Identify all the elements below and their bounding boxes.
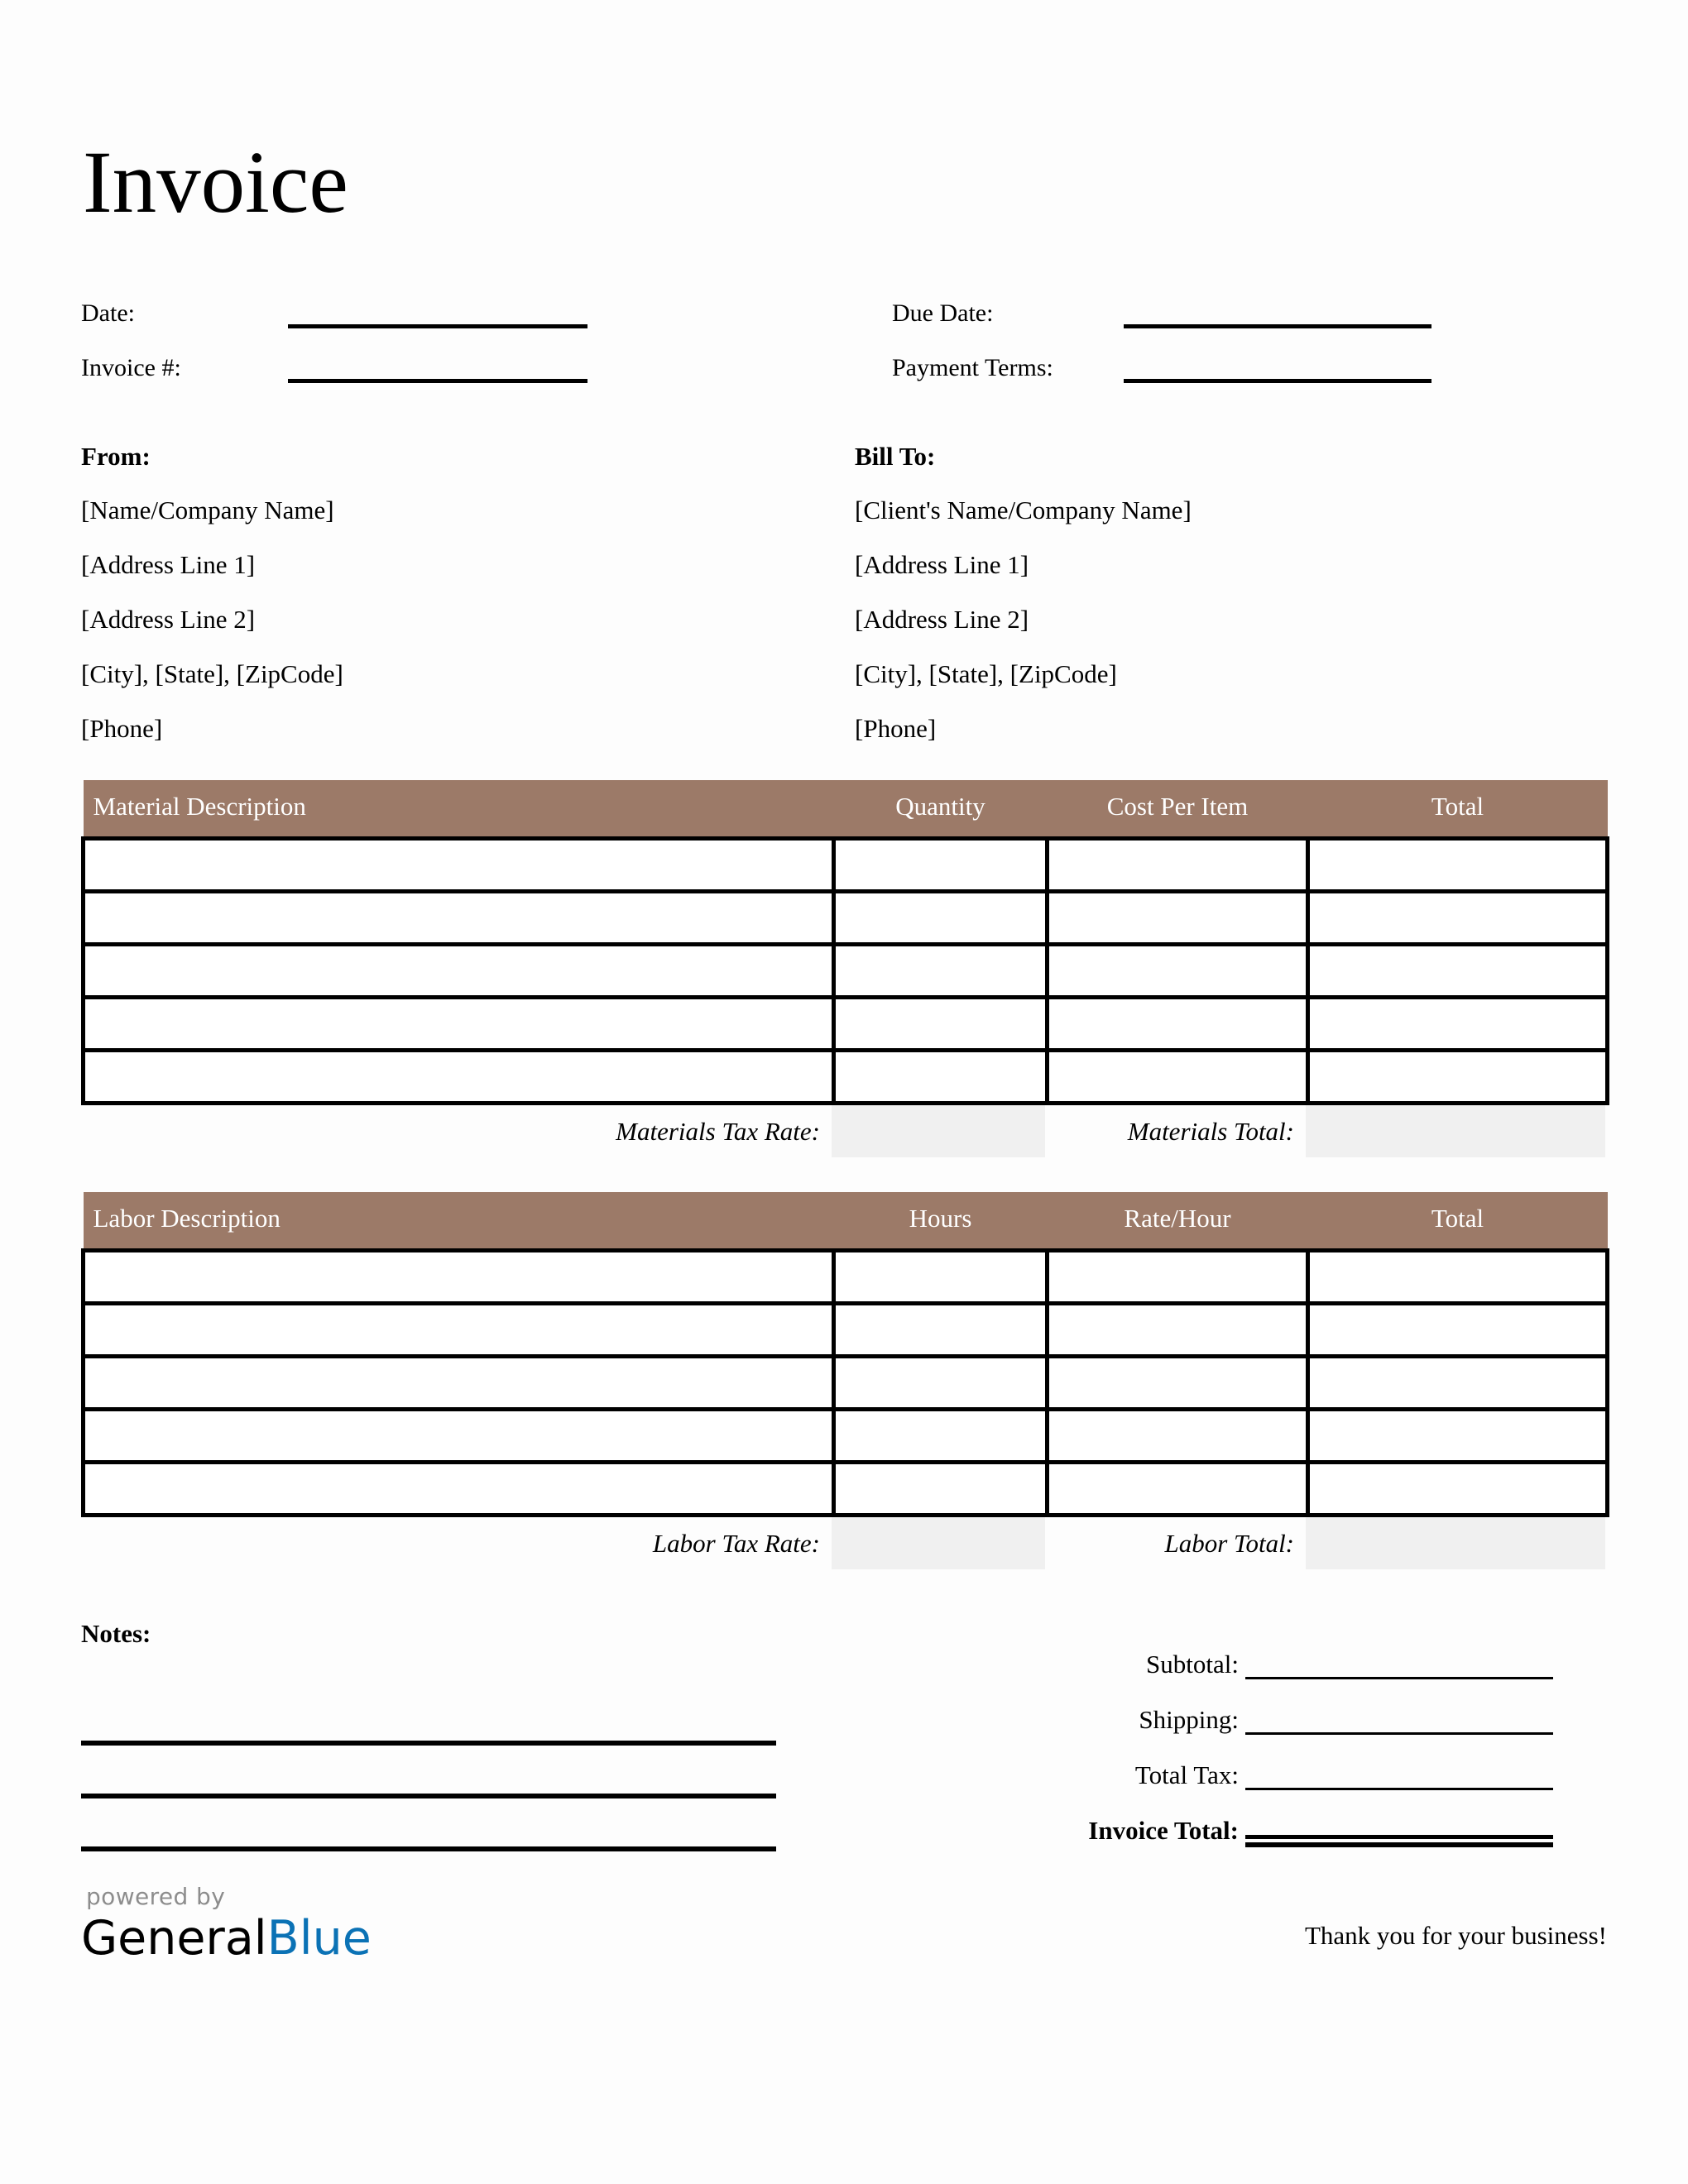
date-field-row	[81, 279, 844, 333]
materials-cell-total[interactable]	[1308, 998, 1608, 1051]
labor-cell-rate[interactable]	[1048, 1357, 1308, 1410]
labor-tax-rate-label: Labor Tax Rate:	[652, 1528, 820, 1558]
invoice-total-label: Invoice Total:	[1088, 1816, 1239, 1845]
table-row	[84, 1251, 1608, 1304]
labor-cell-rate[interactable]	[1048, 1251, 1308, 1304]
parties-section	[81, 439, 1607, 745]
invoice-total-input[interactable]	[1245, 1835, 1553, 1847]
page-footer	[81, 1883, 1607, 1964]
labor-cell-rate[interactable]	[1048, 1463, 1308, 1516]
materials-col-cost-per-item: Cost Per Item	[1048, 780, 1308, 839]
brand-word-general: General	[81, 1911, 267, 1966]
shipping-row	[836, 1684, 1607, 1740]
materials-table-head	[84, 780, 1608, 839]
payment-terms-input[interactable]	[1124, 379, 1431, 383]
labor-cell-description[interactable]	[84, 1410, 834, 1463]
bill-to-line-phone[interactable]: [Phone]	[855, 714, 937, 743]
subtotal-label: Subtotal:	[1146, 1650, 1239, 1679]
materials-cell-cost[interactable]	[1048, 892, 1308, 945]
labor-cell-hours[interactable]	[834, 1410, 1048, 1463]
labor-col-hours: Hours	[834, 1192, 1048, 1251]
meta-column-right	[844, 279, 1607, 388]
from-line-name[interactable]: [Name/Company Name]	[81, 496, 334, 524]
labor-cell-hours[interactable]	[834, 1463, 1048, 1516]
labor-cell-description[interactable]	[84, 1463, 834, 1516]
labor-header-row	[84, 1192, 1608, 1251]
from-line-address1[interactable]: [Address Line 1]	[81, 550, 256, 579]
meta-column-left	[81, 279, 844, 388]
payment-terms-field-row	[892, 333, 1607, 388]
labor-summary-row	[81, 1517, 1607, 1569]
from-line-city-state-zip[interactable]: [City], [State], [ZipCode]	[81, 659, 343, 688]
materials-cell-description[interactable]	[84, 998, 834, 1051]
from-block	[81, 439, 844, 745]
payment-terms-label: Payment Terms:	[892, 354, 1053, 381]
bill-to-line-name[interactable]: [Client's Name/Company Name]	[855, 496, 1192, 524]
labor-tax-rate-input[interactable]	[832, 1517, 1045, 1569]
labor-cell-hours[interactable]	[834, 1304, 1048, 1357]
labor-cell-hours[interactable]	[834, 1251, 1048, 1304]
invoice-total-row	[836, 1795, 1607, 1851]
labor-cell-total[interactable]	[1308, 1357, 1608, 1410]
shipping-label: Shipping:	[1139, 1705, 1239, 1734]
invoice-number-input[interactable]	[288, 379, 587, 383]
total-tax-row	[836, 1740, 1607, 1795]
materials-total-input[interactable]	[1306, 1105, 1605, 1157]
labor-cell-rate[interactable]	[1048, 1304, 1308, 1357]
table-row	[84, 839, 1608, 892]
brand-word-blue: Blue	[266, 1911, 372, 1966]
materials-col-description: Material Description	[84, 780, 834, 839]
table-row	[84, 892, 1608, 945]
bill-to-block	[844, 439, 1607, 745]
notes-line-3[interactable]	[81, 1798, 776, 1851]
materials-cell-total[interactable]	[1308, 839, 1608, 892]
materials-summary-spacer	[81, 1105, 532, 1157]
table-row	[84, 1357, 1608, 1410]
labor-summary-spacer	[81, 1517, 532, 1569]
materials-cell-total[interactable]	[1308, 945, 1608, 998]
labor-table	[81, 1192, 1609, 1517]
bill-to-title: Bill To:	[855, 442, 936, 471]
notes-title: Notes:	[81, 1619, 151, 1648]
page-title: Invoice	[83, 134, 348, 232]
due-date-field-row	[892, 279, 1607, 333]
labor-cell-description[interactable]	[84, 1304, 834, 1357]
notes-lines	[81, 1694, 836, 1851]
bill-to-line-address2[interactable]: [Address Line 2]	[855, 605, 1029, 634]
materials-cell-cost[interactable]	[1048, 998, 1308, 1051]
labor-cell-rate[interactable]	[1048, 1410, 1308, 1463]
materials-cell-cost[interactable]	[1048, 839, 1308, 892]
due-date-input[interactable]	[1124, 324, 1431, 328]
labor-cell-description[interactable]	[84, 1251, 834, 1304]
materials-total-label: Materials Total:	[1127, 1116, 1294, 1146]
from-line-address2[interactable]: [Address Line 2]	[81, 605, 256, 634]
totals-block	[836, 1617, 1607, 1851]
materials-cell-description[interactable]	[84, 1051, 834, 1104]
invoice-meta	[81, 279, 1607, 388]
materials-cell-description[interactable]	[84, 892, 834, 945]
bill-to-line-address1[interactable]: [Address Line 1]	[855, 550, 1029, 579]
from-title: From:	[81, 442, 151, 471]
materials-table	[81, 780, 1609, 1105]
invoice-number-label: Invoice #:	[81, 354, 181, 381]
generalblue-logo	[81, 1883, 836, 1964]
shipping-input[interactable]	[1245, 1732, 1553, 1735]
thank-you-message: Thank you for your business!	[1304, 1921, 1607, 1950]
bottom-section	[81, 1617, 1607, 1851]
date-input[interactable]	[288, 324, 587, 328]
labor-cell-total[interactable]	[1308, 1251, 1608, 1304]
labor-cell-description[interactable]	[84, 1357, 834, 1410]
from-line-phone[interactable]: [Phone]	[81, 714, 163, 743]
notes-block	[81, 1617, 836, 1851]
table-row	[84, 945, 1608, 998]
materials-cell-description[interactable]	[84, 839, 834, 892]
materials-cell-quantity[interactable]	[834, 1051, 1048, 1104]
brand-wordmark	[81, 1913, 836, 1964]
materials-col-quantity: Quantity	[834, 780, 1048, 839]
materials-header-row	[84, 780, 1608, 839]
table-row	[84, 1410, 1608, 1463]
notes-line-1[interactable]	[81, 1694, 776, 1746]
materials-tax-rate-label: Materials Tax Rate:	[616, 1116, 820, 1146]
labor-table-body	[84, 1251, 1608, 1516]
materials-cell-quantity[interactable]	[834, 998, 1048, 1051]
table-row	[84, 1463, 1608, 1516]
materials-cell-description[interactable]	[84, 945, 834, 998]
notes-line-2[interactable]	[81, 1746, 776, 1798]
invoice-number-field-row	[81, 333, 844, 388]
materials-cell-total[interactable]	[1308, 1051, 1608, 1104]
labor-col-total: Total	[1308, 1192, 1608, 1251]
date-label: Date:	[81, 299, 135, 327]
labor-cell-total[interactable]	[1308, 1410, 1608, 1463]
table-row	[84, 1304, 1608, 1357]
total-tax-label: Total Tax:	[1134, 1760, 1239, 1789]
labor-cell-total[interactable]	[1308, 1304, 1608, 1357]
materials-col-total: Total	[1308, 780, 1608, 839]
due-date-label: Due Date:	[892, 299, 994, 327]
materials-cell-cost[interactable]	[1048, 1051, 1308, 1104]
subtotal-input[interactable]	[1245, 1677, 1553, 1679]
labor-table-head	[84, 1192, 1608, 1251]
materials-cell-quantity[interactable]	[834, 892, 1048, 945]
materials-cell-quantity[interactable]	[834, 839, 1048, 892]
labor-total-input[interactable]	[1306, 1517, 1605, 1569]
materials-summary-row	[81, 1105, 1607, 1157]
labor-total-label: Labor Total:	[1164, 1528, 1294, 1558]
materials-cell-cost[interactable]	[1048, 945, 1308, 998]
materials-cell-quantity[interactable]	[834, 945, 1048, 998]
powered-by-label: powered by	[86, 1883, 226, 1910]
labor-cell-total[interactable]	[1308, 1463, 1608, 1516]
materials-tax-rate-input[interactable]	[832, 1105, 1045, 1157]
materials-table-body	[84, 839, 1608, 1104]
total-tax-input[interactable]	[1245, 1788, 1553, 1790]
labor-col-rate-per-hour: Rate/Hour	[1048, 1192, 1308, 1251]
labor-cell-hours[interactable]	[834, 1357, 1048, 1410]
bill-to-line-city-state-zip[interactable]: [City], [State], [ZipCode]	[855, 659, 1117, 688]
table-row	[84, 998, 1608, 1051]
materials-cell-total[interactable]	[1308, 892, 1608, 945]
subtotal-row	[836, 1629, 1607, 1684]
table-row	[84, 1051, 1608, 1104]
labor-col-description: Labor Description	[84, 1192, 834, 1251]
